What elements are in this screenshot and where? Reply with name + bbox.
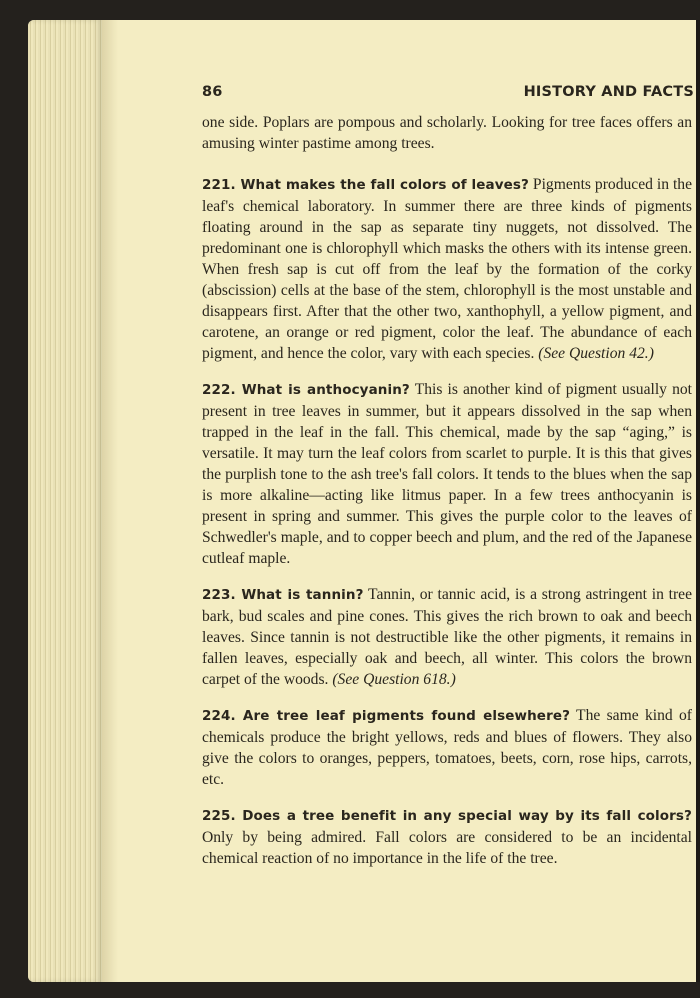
question-heading: 225. Does a tree benefit in any special way by its fall colors?: [202, 808, 692, 824]
page-content: [202, 112, 692, 884]
answer-text: Only by being admired. Fall colors are considered to be an incidental chemical reaction of no importance in the life of the tree.: [202, 829, 692, 867]
book-page: [28, 20, 700, 982]
question-heading: 224. Are tree leaf pigments found elsewhere?: [202, 708, 571, 724]
entry-223: [202, 584, 692, 690]
answer-text: Pigments produced in the leaf's chemical laboratory. In summer there are three kinds of pigments floating around in the sap as separate tiny nuggets, not dissolved. The predominant one is chlorophyll which masks the others with its intense green. When fresh sap is cut off from the leaf by the formation of the corky (abscission) cells at the base of the stem, chlorophyll is the most unstable and disappears first. After that the other two, xanthophyll, a yellow pigment, and carotene, an orange or red pigment, color the leaf. The abundance of each pigment, and hence the color, vary with each species.: [202, 176, 692, 362]
question-heading: 221. What makes the fall colors of leaves?: [202, 177, 529, 193]
cross-reference: (See Question 42.): [538, 345, 654, 362]
entry-225: [202, 805, 692, 869]
running-header: [202, 84, 694, 100]
running-title: HISTORY AND FACTS: [523, 84, 694, 100]
page-stack-edge: [28, 20, 102, 982]
gutter-shadow: [102, 20, 118, 982]
entry-222: [202, 379, 692, 569]
question-heading: 222. What is anthocyanin?: [202, 382, 410, 398]
answer-text: The same kind of chemicals produce the bright yellows, reds and blues of flowers. They also give the colors to oranges, peppers, tomatoes, beets, corn, rose hips, carrots, etc.: [202, 707, 692, 788]
answer-text: Tannin, or tannic acid, is a strong astringent in tree bark, bud scales and pine cones. This gives the rich brown to oak and beech leaves. Since tannin is not destructible like the other pigments, it remains in fallen leaves, especially oak and beech, all winter. This colors the brown carpet of the woods.: [202, 586, 692, 688]
cross-reference: (See Question 618.): [332, 671, 456, 688]
intro-paragraph: one side. Poplars are pompous and scholarly. Looking for tree faces offers an amusing winter pastime among trees.: [202, 114, 692, 152]
page-right-edge: [696, 20, 700, 982]
answer-text: This is another kind of pigment usually not present in tree leaves in summer, but it appears dissolved in the sap when trapped in the leaf in the fall. This chemical, made by the sap “aging,” is versatile. It may turn the leaf colors from scarlet to purple. It is this that gives the purplish tone to the ash tree's fall colors. It tends to the blues when the sap is more alkaline—acting like litmus paper. In a few trees anthocyanin is present in spring and summer. This gives the purple color to the leaves of Schwedler's maple, and to copper beech and plum, and the red of the Japanese cutleaf maple.: [202, 381, 692, 567]
entry-224: [202, 705, 692, 790]
question-heading: 223. What is tannin?: [202, 587, 364, 603]
entry-221: [202, 174, 692, 364]
page-number: 86: [202, 84, 223, 100]
